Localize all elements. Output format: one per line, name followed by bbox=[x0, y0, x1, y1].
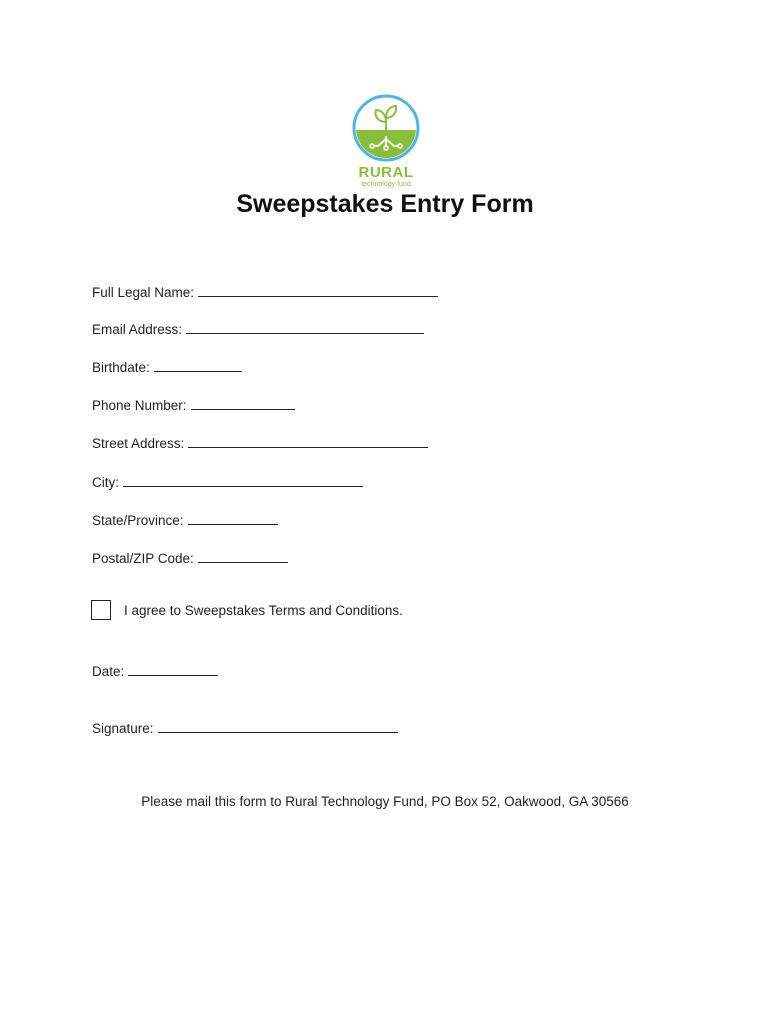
phone-field bbox=[92, 395, 295, 413]
state-label: State/Province: bbox=[92, 513, 184, 528]
logo-name: RURAL bbox=[358, 164, 414, 181]
full-name-line[interactable] bbox=[198, 282, 438, 297]
agree-checkbox[interactable] bbox=[91, 600, 111, 620]
date-line[interactable] bbox=[128, 661, 218, 676]
logo-subtitle: technology fund bbox=[361, 181, 411, 188]
mailing-instructions: Please mail this form to Rural Technology Fund, PO Box 52, Oakwood, GA 30566 bbox=[141, 794, 629, 809]
signature-line[interactable] bbox=[158, 718, 398, 733]
city-line[interactable] bbox=[123, 472, 363, 487]
page-title: Sweepstakes Entry Form bbox=[236, 190, 534, 218]
phone-label: Phone Number: bbox=[92, 398, 187, 413]
date-label: Date: bbox=[92, 664, 125, 679]
street-field bbox=[92, 433, 428, 451]
full-name-field bbox=[92, 282, 438, 300]
state-line[interactable] bbox=[188, 510, 278, 525]
city-field bbox=[92, 472, 363, 490]
email-label: Email Address: bbox=[92, 322, 183, 337]
phone-line[interactable] bbox=[191, 395, 295, 410]
sprout-circuit-icon bbox=[350, 92, 422, 164]
postal-label: Postal/ZIP Code: bbox=[92, 551, 194, 566]
email-field bbox=[92, 319, 424, 337]
postal-field bbox=[92, 548, 288, 566]
signature-field bbox=[92, 718, 398, 736]
agree-label: I agree to Sweepstakes Terms and Conditions. bbox=[124, 603, 403, 618]
state-field bbox=[92, 510, 278, 528]
full-name-label: Full Legal Name: bbox=[92, 285, 195, 300]
postal-line[interactable] bbox=[198, 548, 288, 563]
birthdate-line[interactable] bbox=[154, 357, 242, 372]
birthdate-label: Birthdate: bbox=[92, 360, 150, 375]
rural-technology-fund-logo bbox=[350, 92, 422, 192]
street-label: Street Address: bbox=[92, 436, 185, 451]
date-field bbox=[92, 661, 218, 679]
street-line[interactable] bbox=[188, 433, 428, 448]
birthdate-field bbox=[92, 357, 242, 375]
email-line[interactable] bbox=[186, 319, 424, 334]
city-label: City: bbox=[92, 475, 119, 490]
signature-label: Signature: bbox=[92, 721, 154, 736]
